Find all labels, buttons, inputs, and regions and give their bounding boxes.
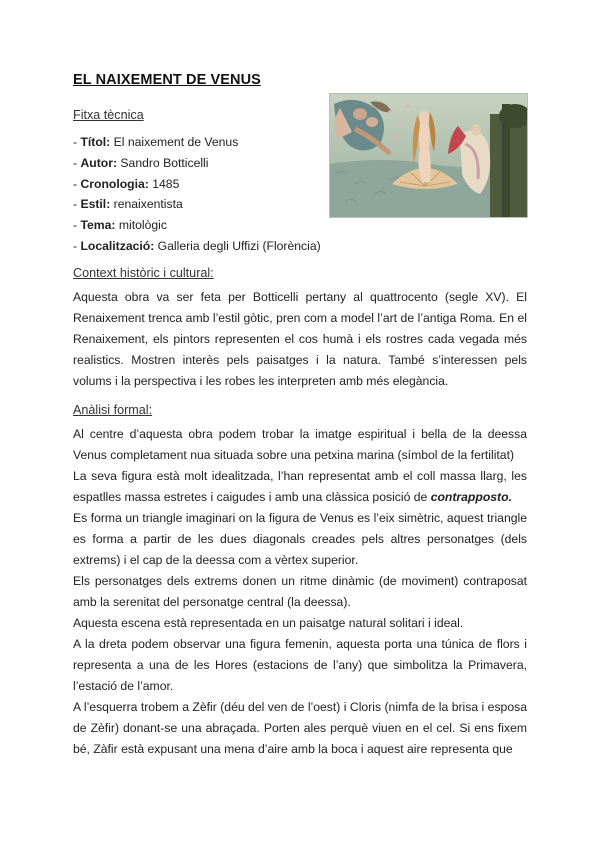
analisi-paragraph-1: Al centre d’aquesta obra podem trobar la imatge espiritual i bella de la deessa Venus completament nua situada sobre una petxina marina (símbol de la fertilitat) [73, 427, 527, 462]
analisi-paragraph-5: Aquesta escena està representada en un paisatge natural solitari i ideal. [73, 616, 464, 630]
painting-image [329, 93, 528, 218]
analisi-heading: Anàlisi formal: [73, 403, 153, 417]
fitxa-item-estil: - Estil: renaixentista [73, 197, 183, 212]
context-text: Aquesta obra va ser feta per Botticelli pertany al quattrocento (segle XV). El Renaixement trenca amb l’estil gòtic, pren com a model l’art de l’antiga Roma. En el Renaixement, els pintors representen el cos humà i els rostres cada vegada més realistics. Mostren interès pels paisatges i la natura. També s’interessen pels volums i la perspectiva i les robes les interpreten amb més elegància. [73, 290, 527, 388]
fitxa-item-titol: - Títol: El naixement de Venus [73, 135, 239, 149]
analisi-paragraph-7: A l’esquerra trobem a Zèfir (déu del ven de l’oest) i Cloris (nimfa de la brisa i esposa de Zèfir) donant-se una abraçada. Porten ales perquè viuen en el cel. Si ens fixem bé, Zàfir està expusant una mena d’aire amb la boca i aquest aire representa que [73, 700, 527, 756]
context-paragraph [73, 287, 527, 392]
fitxa-item-cronologia: - Cronologia: 1485 [73, 176, 180, 191]
analisi-paragraph-6: A la dreta podem observar una figura femenin, aquesta porta una túnica de flors i representa a una de les Hores (estacions de l’any) que simbolitza la Primavera, l’estació de l’amor. [73, 637, 527, 693]
context-heading: Context històric i cultural: [73, 266, 214, 280]
fitxa-list [73, 132, 321, 257]
analisi-paragraph-2: La seva figura està molt idealitzada, l’han representat amb el coll massa llarg, les espatlles massa estretes i caigudes i amb una clàssica posició de contrapposto. [73, 469, 527, 504]
fitxa-item-localitzacio: - Localització: Galleria degli Uffizi (Florència) [73, 238, 321, 253]
fitxa-item-autor: - Autor: Sandro Botticelli [73, 155, 209, 170]
fitxa-item-tema: - Tema: mitològic [73, 218, 167, 233]
birth-of-venus-illustration [330, 94, 527, 217]
analisi-paragraph-4: Els personatges dels extrems donen un ritme dinàmic (de moviment) contraposat amb la serenitat del personatge central (la deessa). [73, 574, 527, 609]
analisi-body [73, 424, 527, 760]
analisi-paragraph-3: Es forma un triangle imaginari on la figura de Venus es l’eix simètric, aquest triangle es forma a partir de les dues diagonals creades pels altres personatges (dels extrems) i el cap de la deessa com a vèrtex superior. [73, 511, 527, 567]
contrapposto-term: contrapposto. [430, 490, 512, 504]
page-title: EL NAIXEMENT DE VENUS [73, 72, 261, 88]
fitxa-heading: Fitxa tècnica [73, 108, 144, 122]
